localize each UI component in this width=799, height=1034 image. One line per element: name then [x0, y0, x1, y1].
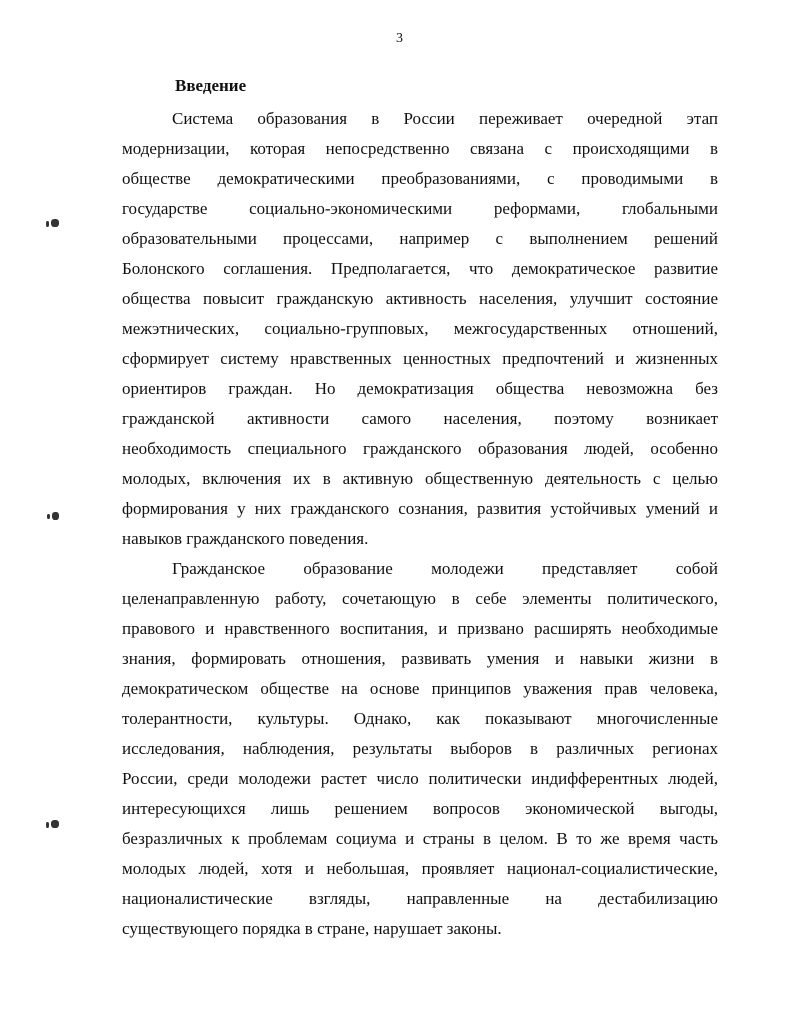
- text-line: России, среди молодежи растет число политически индифферентных людей,: [122, 769, 718, 788]
- text-line: обществе демократическими преобразованиями, с проводимыми в: [122, 169, 718, 188]
- paragraph-1: [122, 104, 718, 554]
- text-line: молодых людей, хотя и небольшая, проявляет национал-социалистические,: [122, 859, 718, 878]
- text-line: исследования, наблюдения, результаты выборов в различных регионах: [122, 739, 718, 758]
- text-line: формирования у них гражданского сознания, развития устойчивых умений и: [122, 499, 718, 518]
- text-line: правового и нравственного воспитания, и призвано расширять необходимые: [122, 619, 718, 638]
- text-line: Система образования в России переживает очередной этап: [172, 109, 718, 128]
- text-line: сформирует систему нравственных ценностных предпочтений и жизненных: [122, 349, 718, 368]
- text-line: безразличных к проблемам социума и страны в целом. В то же время часть: [122, 829, 718, 848]
- text-line: гражданской активности самого населения, поэтому возникает: [122, 409, 718, 428]
- text-line: знания, формировать отношения, развивать умения и навыки жизни в: [122, 649, 718, 668]
- text-line: необходимость специального гражданского образования людей, особенно: [122, 439, 718, 458]
- text-line: общества повысит гражданскую активность населения, улучшит состояние: [122, 289, 718, 308]
- text-line: Болонского соглашения. Предполагается, что демократическое развитие: [122, 259, 718, 278]
- text-line: государстве социально-экономическими реформами, глобальными: [122, 199, 718, 218]
- page-number: 3: [396, 31, 403, 46]
- text-line: образовательными процессами, например с выполнением решений: [122, 229, 718, 248]
- text-line: интересующихся лишь решением вопросов экономической выгоды,: [122, 799, 718, 818]
- text-line: модернизации, которая непосредственно связана с происходящими в: [122, 139, 718, 158]
- text-line: молодых, включения их в активную общественную деятельность с целью: [122, 469, 718, 488]
- section-heading: Введение: [175, 76, 247, 95]
- text-line: существующего порядка в стране, нарушает законы.: [122, 919, 502, 938]
- scan-mark: [46, 820, 60, 828]
- text-line: навыков гражданского поведения.: [122, 529, 369, 548]
- text-line: целенаправленную работу, сочетающую в себе элементы политического,: [122, 589, 718, 608]
- text-line: ориентиров граждан. Но демократизация общества невозможна без: [122, 379, 718, 398]
- text-line: демократическом обществе на основе принципов уважения прав человека,: [122, 679, 718, 698]
- text-line: Гражданское образование молодежи представляет собой: [172, 559, 718, 578]
- paragraph-2: [122, 554, 718, 944]
- text-line: толерантности, культуры. Однако, как показывают многочисленные: [122, 709, 718, 728]
- text-line: националистические взгляды, направленные на дестабилизацию: [122, 889, 718, 908]
- scan-mark: [46, 512, 60, 520]
- scan-mark: [46, 219, 60, 227]
- text-line: межэтнических, социально-групповых, межгосударственных отношений,: [122, 319, 718, 338]
